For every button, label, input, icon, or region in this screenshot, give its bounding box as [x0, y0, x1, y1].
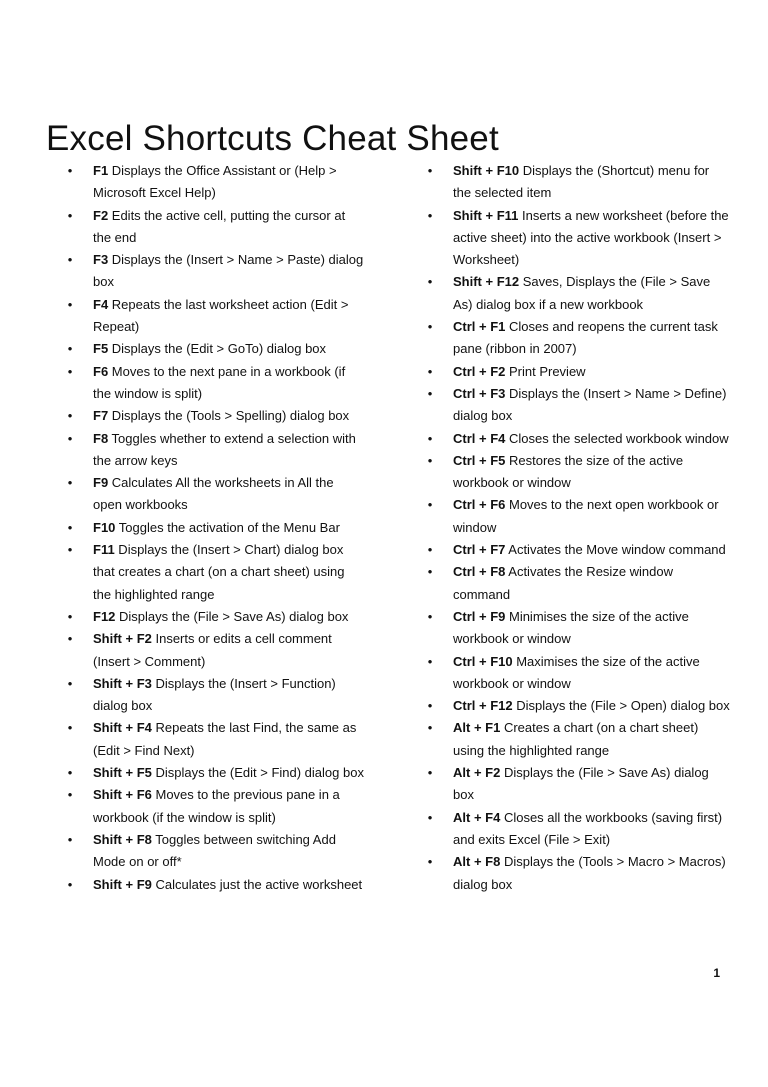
bullet-icon: •	[427, 363, 433, 379]
shortcut-description: Toggles whether to extend a selection with the arrow keys	[93, 430, 356, 468]
bullet-icon: •	[427, 430, 433, 446]
list-item	[425, 851, 730, 896]
shortcut-description: Displays the (Insert > Name > Paste) dialog box	[93, 252, 364, 290]
shortcut-key: Shift + F2	[93, 631, 152, 647]
list-item	[425, 361, 730, 383]
shortcut-key: Shift + F11	[453, 207, 519, 223]
shortcut-key: Ctrl + F9	[453, 608, 506, 624]
shortcut-key: Ctrl + F3	[453, 385, 506, 401]
shortcut-description: Displays the Office Assistant or (Help > Microsoft Excel Help)	[93, 163, 337, 201]
list-item	[425, 651, 730, 696]
bullet-icon: •	[67, 631, 73, 647]
shortcut-list-right	[425, 160, 730, 896]
shortcut-list-left	[65, 160, 365, 896]
list-item	[425, 717, 730, 762]
shortcut-description: Displays the (Edit > GoTo) dialog box	[108, 341, 327, 357]
bullet-icon: •	[67, 519, 73, 535]
bullet-icon: •	[427, 497, 433, 513]
shortcut-description: Activates the Move window command	[505, 542, 726, 558]
shortcut-key: F11	[93, 542, 115, 558]
shortcut-key: F9	[93, 475, 109, 491]
list-item	[425, 762, 730, 807]
shortcut-key: Ctrl + F1	[453, 319, 506, 335]
shortcut-key: Ctrl + F7	[453, 542, 506, 558]
bullet-icon: •	[427, 207, 433, 223]
list-item	[425, 807, 730, 852]
bullet-icon: •	[67, 876, 73, 892]
list-item	[425, 271, 730, 316]
shortcut-key: Shift + F8	[93, 831, 152, 847]
shortcut-description: Displays the (Insert > Function) dialog box	[93, 675, 336, 714]
list-item	[65, 472, 365, 517]
list-item	[65, 517, 365, 539]
bullet-icon: •	[427, 274, 433, 290]
shortcut-description: Restores the size of the active workbook or window	[453, 452, 684, 491]
list-item	[65, 606, 365, 628]
bullet-icon: •	[427, 163, 433, 178]
shortcut-description: Moves to the next open workbook or window	[453, 497, 719, 535]
bullet-icon: •	[67, 675, 73, 691]
list-item	[425, 316, 730, 361]
shortcut-key: Ctrl + F10	[453, 653, 513, 669]
bullet-icon: •	[67, 475, 73, 491]
shortcut-description: Inserts or edits a cell comment (Insert > Comment)	[93, 631, 332, 669]
list-item	[425, 160, 730, 205]
list-item	[65, 160, 365, 205]
list-item	[65, 294, 365, 339]
shortcut-description: Repeats the last worksheet action (Edit > Repeat)	[93, 296, 349, 335]
list-item	[65, 628, 365, 673]
bullet-icon: •	[67, 408, 73, 424]
bullet-icon: •	[427, 653, 433, 669]
bullet-icon: •	[427, 720, 433, 736]
shortcut-key: F7	[93, 408, 109, 424]
bullet-icon: •	[427, 698, 433, 714]
shortcut-key: Ctrl + F5	[453, 452, 506, 468]
shortcut-description: Toggles between switching Add Mode on or off*	[93, 831, 336, 870]
shortcut-description: Inserts a new worksheet (before the active sheet) into the active workbook (Insert > Worksheet)	[453, 207, 729, 268]
shortcut-description: Edits the active cell, putting the cursor at the end	[93, 207, 346, 245]
list-item	[425, 695, 730, 717]
shortcut-key: Shift + F4	[93, 720, 152, 736]
list-item	[425, 205, 730, 272]
shortcut-description: Creates a chart (on a chart sheet) using the highlighted range	[453, 720, 699, 758]
shortcut-description: Displays the (File > Save As) dialog box	[115, 608, 349, 624]
shortcut-key: Ctrl + F2	[453, 363, 506, 379]
list-item	[65, 361, 365, 406]
bullet-icon: •	[427, 385, 433, 401]
shortcut-description: Calculates All the worksheets in All the open workbooks	[93, 475, 334, 513]
bullet-icon: •	[67, 765, 73, 781]
list-item	[65, 874, 365, 896]
shortcut-key: Ctrl + F4	[453, 430, 506, 446]
shortcut-description: Displays the (Insert > Chart) dialog box that creates a chart (on a chart sheet) using the highlighted range	[93, 542, 345, 602]
shortcut-key: Alt + F2	[453, 765, 501, 781]
shortcut-key: Shift + F6	[93, 787, 152, 803]
shortcut-key: Alt + F1	[453, 720, 501, 736]
shortcut-description: Saves, Displays the (File > Save As) dialog box if a new workbook	[453, 274, 711, 312]
shortcut-description: Closes the selected workbook window	[505, 430, 729, 446]
shortcut-description: Displays the (Edit > Find) dialog box	[151, 765, 364, 781]
shortcut-key: Shift + F3	[93, 675, 152, 691]
shortcut-description: Displays the (Shortcut) menu for the selected item	[453, 163, 710, 201]
list-item	[65, 249, 365, 294]
bullet-icon: •	[427, 809, 433, 825]
shortcut-description: Displays the (Tools > Macro > Macros) dialog box	[453, 854, 726, 892]
shortcut-key: F4	[93, 296, 109, 312]
bullet-icon: •	[67, 163, 73, 178]
bullet-icon: •	[67, 608, 73, 624]
shortcut-key: F3	[93, 252, 109, 268]
list-item	[425, 561, 730, 606]
shortcut-key: Ctrl + F6	[453, 497, 506, 513]
shortcut-description: Displays the (Tools > Spelling) dialog box	[108, 408, 350, 424]
list-item	[425, 539, 730, 561]
list-item	[65, 673, 365, 718]
bullet-icon: •	[67, 252, 73, 268]
bullet-icon: •	[67, 363, 73, 379]
shortcut-description: Moves to the previous pane in a workbook (if the window is split)	[93, 787, 340, 825]
shortcut-key: F10	[93, 519, 116, 535]
list-item	[425, 428, 730, 450]
bullet-icon: •	[427, 564, 433, 580]
shortcut-key: Shift + F9	[93, 876, 152, 892]
shortcut-key: F8	[93, 430, 109, 446]
list-item	[65, 405, 365, 427]
shortcut-key: Shift + F10	[453, 163, 520, 178]
list-item	[65, 205, 365, 250]
shortcut-description: Displays the (File > Save As) dialog box	[453, 765, 709, 803]
shortcut-description: Minimises the size of the active workbook or window	[453, 608, 689, 647]
shortcut-key: Shift + F5	[93, 765, 152, 781]
list-item	[65, 539, 365, 606]
list-item	[65, 717, 365, 762]
shortcut-description: Toggles the activation of the Menu Bar	[115, 519, 340, 535]
shortcut-key: Alt + F8	[453, 854, 501, 870]
shortcut-description: Displays the (File > Open) dialog box	[512, 698, 730, 714]
shortcut-key: F5	[93, 341, 109, 357]
bullet-icon: •	[67, 207, 73, 223]
bullet-icon: •	[427, 608, 433, 624]
bullet-icon: •	[67, 341, 73, 357]
list-item	[65, 428, 365, 473]
shortcut-description: Closes and reopens the current task pane (ribbon in 2007)	[453, 319, 718, 357]
bullet-icon: •	[427, 319, 433, 335]
list-item	[425, 450, 730, 495]
list-item	[425, 494, 730, 539]
list-item	[65, 784, 365, 829]
bullet-icon: •	[427, 452, 433, 468]
shortcut-description: Activates the Resize window command	[453, 564, 674, 602]
bullet-icon: •	[427, 854, 433, 870]
shortcut-key: Ctrl + F8	[453, 564, 506, 580]
shortcut-description: Repeats the last Find, the same as (Edit > Find Next)	[93, 720, 357, 758]
shortcut-key: F2	[93, 207, 109, 223]
list-item	[65, 338, 365, 360]
shortcut-key: F1	[93, 163, 109, 178]
shortcut-key: F6	[93, 363, 109, 379]
list-item	[425, 383, 730, 428]
bullet-icon: •	[67, 720, 73, 736]
list-item	[425, 606, 730, 651]
shortcut-key: Alt + F4	[453, 809, 501, 825]
bullet-icon: •	[67, 296, 73, 312]
shortcut-key: F12	[93, 608, 116, 624]
shortcut-key: Ctrl + F12	[453, 698, 513, 714]
shortcut-description: Displays the (Insert > Name > Define) dialog box	[453, 385, 727, 424]
shortcut-description: Moves to the next pane in a workbook (if the window is split)	[93, 363, 346, 401]
bullet-icon: •	[67, 430, 73, 446]
page-title: Excel Shortcuts Cheat Sheet	[46, 119, 499, 159]
shortcut-description: Calculates just the active worksheet	[151, 876, 363, 892]
bullet-icon: •	[67, 542, 73, 558]
bullet-icon: •	[67, 831, 73, 847]
bullet-icon: •	[427, 542, 433, 558]
shortcut-description: Closes all the workbooks (saving first) and exits Excel (File > Exit)	[453, 809, 723, 847]
shortcut-description: Maximises the size of the active workbook or window	[453, 653, 700, 691]
page-number: 1	[713, 966, 720, 980]
shortcut-key: Shift + F12	[453, 274, 520, 290]
bullet-icon: •	[427, 765, 433, 781]
list-item	[65, 762, 365, 784]
shortcut-description: Print Preview	[505, 363, 586, 379]
bullet-icon: •	[67, 787, 73, 803]
list-item	[65, 829, 365, 874]
